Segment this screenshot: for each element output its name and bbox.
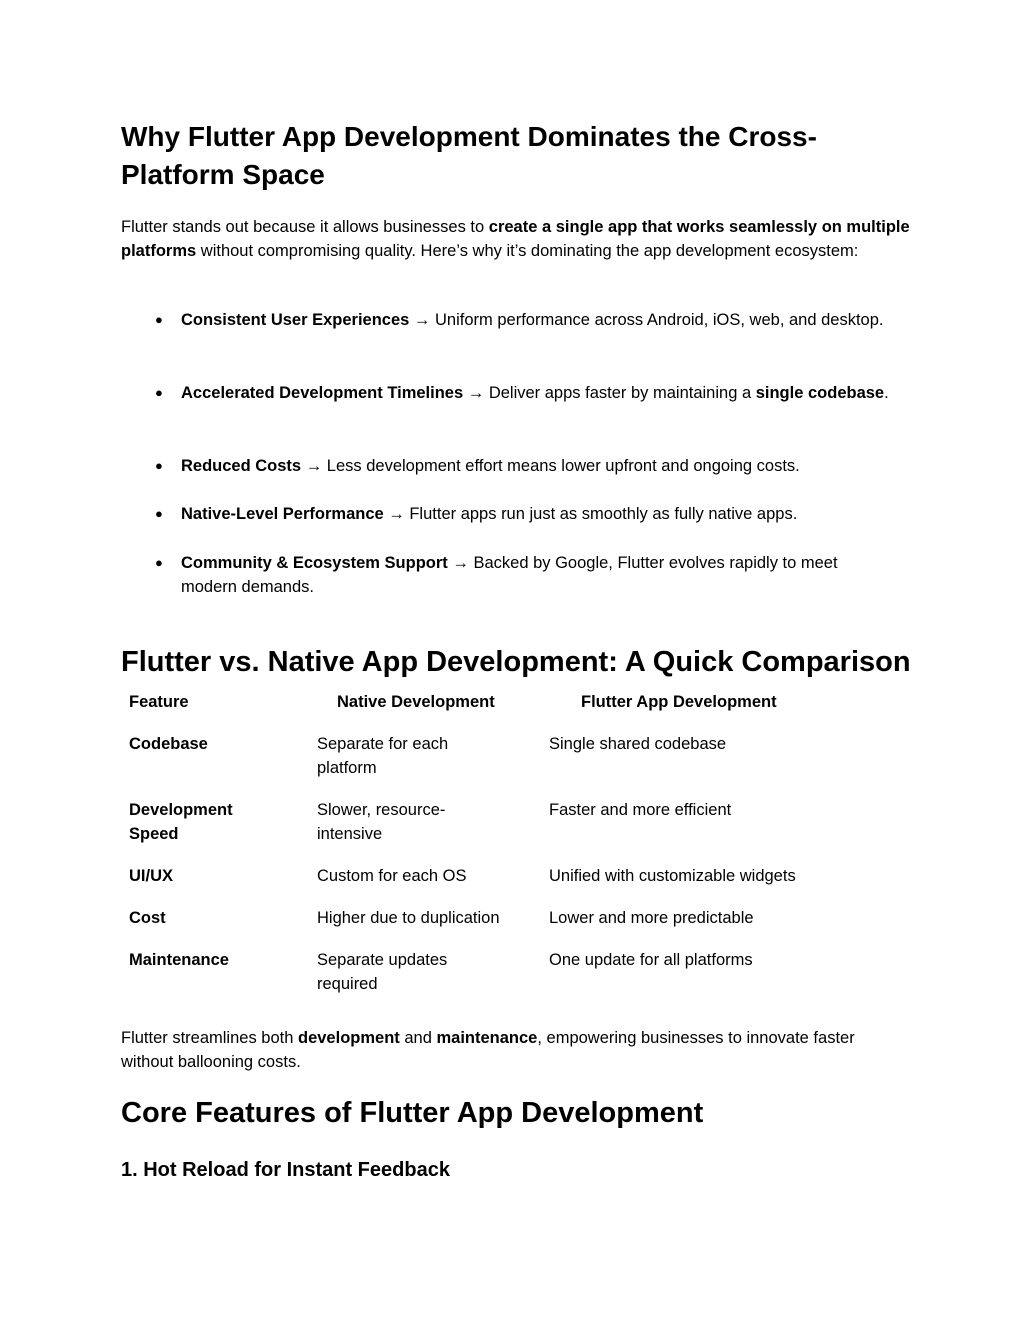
bullet-icon: ●	[155, 312, 163, 327]
item-title: Accelerated Development Timelines	[181, 384, 464, 402]
table-cell: UI/UX	[129, 867, 174, 885]
item-title: Native-Level Performance	[181, 505, 384, 523]
item-text: → Uniform performance across Android, iOS, web, and desktop.	[409, 311, 884, 329]
table-cell: Custom for each OS	[317, 867, 467, 885]
table-cell: Faster and more efficient	[549, 801, 732, 819]
table-cell: Lower and more predictable	[549, 909, 754, 927]
item-end: .	[884, 384, 889, 402]
item-text: → Deliver apps faster by maintaining a	[463, 384, 756, 402]
item-text: → Less development effort means lower upfront and ongoing costs.	[301, 457, 800, 475]
item-bold: single codebase	[755, 384, 885, 402]
table-header: Flutter App Development	[581, 693, 777, 711]
bullet-icon: ●	[155, 458, 163, 473]
table-cell: Single shared codebase	[549, 735, 727, 753]
table-cell: Slower, resource-intensive	[317, 801, 446, 843]
item-text: → Backed by Google, Flutter evolves rapidly to meet modern demands.	[181, 554, 838, 596]
intro-bold: create a single app that works seamlessly on multiple platforms	[121, 218, 910, 260]
list-item	[155, 454, 895, 478]
table-cell: Maintenance	[129, 951, 229, 969]
core-features-heading: Core Features of Flutter App Development	[121, 1097, 704, 1129]
summary-text: , empowering businesses to innovate faster without ballooning costs.	[121, 1029, 855, 1071]
bullet-icon: ●	[155, 506, 163, 521]
table-cell: Development Speed	[129, 801, 233, 843]
comparison-heading: Flutter vs. Native App Development: A Quick Comparison	[121, 646, 911, 678]
table-cell: Separate for each platform	[317, 735, 449, 777]
bullet-icon: ●	[155, 555, 163, 570]
hot-reload-heading: 1. Hot Reload for Instant Feedback	[121, 1159, 450, 1181]
summary-bold: maintenance	[436, 1029, 538, 1047]
item-text: → Flutter apps run just as smoothly as fully native apps.	[383, 505, 798, 523]
list-item	[155, 381, 895, 405]
table-cell: One update for all platforms	[549, 951, 753, 969]
table-header: Feature	[129, 693, 189, 711]
summary-text: Flutter streamlines both	[121, 1029, 298, 1047]
item-title: Community & Ecosystem Support	[181, 554, 448, 572]
table-cell: Higher due to duplication	[317, 909, 500, 927]
summary-bold: development	[298, 1029, 400, 1047]
table-cell: Cost	[129, 909, 166, 927]
intro-text-end: without compromising quality. Here’s why it’s dominating the app development ecosystem:	[196, 242, 859, 260]
item-title: Consistent User Experiences	[181, 311, 410, 329]
table-cell: Unified with customizable widgets	[549, 867, 796, 885]
table-header: Native Development	[337, 693, 495, 711]
table-cell: Codebase	[129, 735, 208, 753]
list-item	[155, 551, 895, 599]
page-title: Why Flutter App Development Dominates the Cross-Platform Space	[121, 121, 817, 190]
summary-paragraph	[121, 1026, 911, 1074]
item-title: Reduced Costs	[181, 457, 302, 475]
list-item	[155, 502, 895, 526]
summary-text: and	[399, 1029, 437, 1047]
table-cell: Separate updates required	[317, 951, 448, 993]
list-item	[155, 308, 895, 332]
intro-text: Flutter stands out because it allows businesses to	[121, 218, 489, 236]
intro-paragraph	[121, 215, 911, 263]
bullet-icon: ●	[155, 385, 163, 400]
